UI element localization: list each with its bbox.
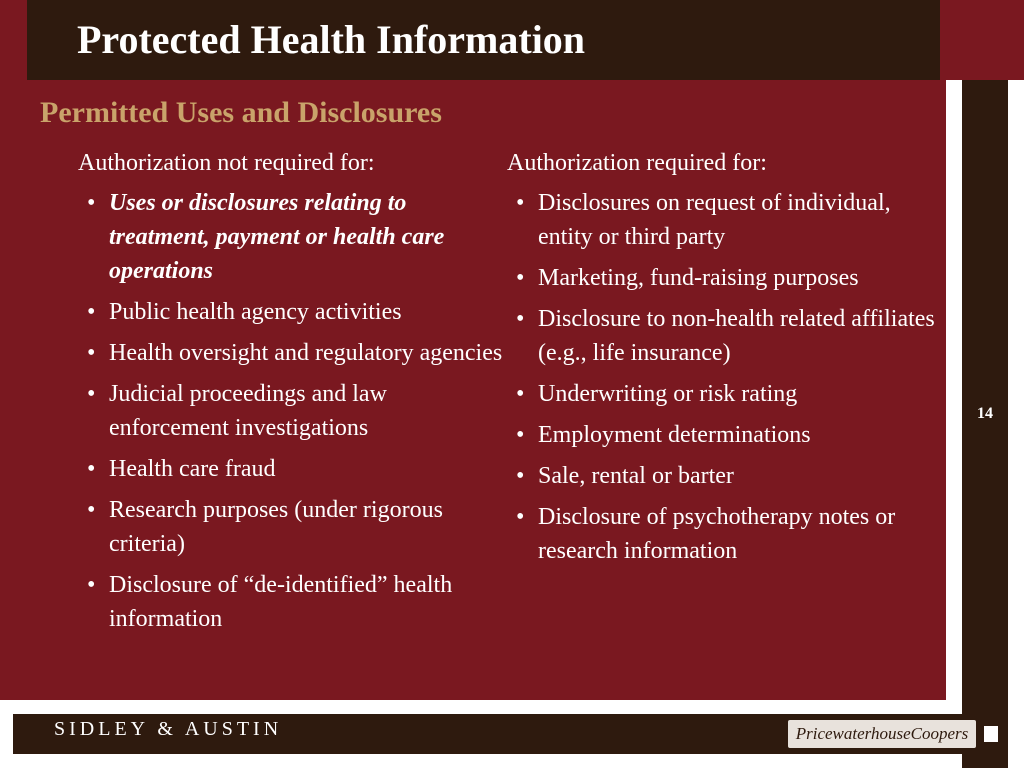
list-item bbox=[78, 295, 508, 329]
list-item-text: Disclosure of psychotherapy notes or research information bbox=[538, 504, 896, 564]
bullet-icon: • bbox=[87, 456, 96, 482]
list-item bbox=[507, 377, 937, 411]
list-item bbox=[78, 493, 508, 561]
bullet-icon: • bbox=[87, 572, 96, 598]
partner-mark-icon bbox=[984, 726, 998, 742]
list-item bbox=[507, 261, 937, 295]
bullet-icon: • bbox=[516, 504, 525, 530]
right-column-heading: Authorization required for: bbox=[507, 150, 767, 176]
list-item bbox=[78, 452, 508, 486]
bullet-icon: • bbox=[87, 340, 96, 366]
list-item-text: Disclosures on request of individual, entity or third party bbox=[538, 190, 891, 250]
slide-title: Protected Health Information bbox=[77, 17, 586, 62]
list-item-text: Public health agency activities bbox=[109, 299, 402, 325]
bullet-icon: • bbox=[516, 265, 525, 291]
list-item bbox=[78, 377, 508, 445]
list-item bbox=[507, 500, 937, 568]
list-item-text: Judicial proceedings and law enforcement investigations bbox=[109, 381, 387, 441]
bullet-icon: • bbox=[516, 463, 525, 489]
bullet-icon: • bbox=[87, 381, 96, 407]
left-column-heading: Authorization not required for: bbox=[78, 150, 375, 176]
bullet-icon: • bbox=[516, 306, 525, 332]
list-item-text: Research purposes (under rigorous criteria) bbox=[109, 497, 443, 557]
bullet-icon: • bbox=[87, 190, 96, 216]
list-item bbox=[507, 459, 937, 493]
left-column bbox=[78, 146, 508, 643]
list-item-text: Disclosure of “de-identified” health information bbox=[109, 572, 453, 632]
list-item-text: Health care fraud bbox=[109, 456, 276, 482]
right-border-white bbox=[946, 80, 962, 768]
right-border-dark bbox=[962, 80, 1008, 768]
list-item-text: Uses or disclosures relating to treatment, payment or health care operations bbox=[109, 190, 445, 284]
right-edge bbox=[1008, 80, 1024, 768]
list-item bbox=[78, 568, 508, 636]
list-item-text: Health oversight and regulatory agencies bbox=[109, 340, 503, 366]
list-item-text: Disclosure to non-health related affiliates (e.g., life insurance) bbox=[538, 306, 935, 366]
bullet-icon: • bbox=[516, 190, 525, 216]
bullet-icon: • bbox=[516, 422, 525, 448]
list-item bbox=[507, 418, 937, 452]
bullet-icon: • bbox=[87, 497, 96, 523]
right-column bbox=[507, 146, 937, 575]
list-item bbox=[78, 186, 508, 288]
list-item-text: Marketing, fund-raising purposes bbox=[538, 265, 859, 291]
list-item bbox=[507, 302, 937, 370]
list-item bbox=[507, 186, 937, 254]
page-number: 14 bbox=[977, 405, 993, 422]
bullet-icon: • bbox=[516, 381, 525, 407]
bullet-icon: • bbox=[87, 299, 96, 325]
title-bar bbox=[27, 0, 940, 80]
right-bullet-list bbox=[507, 186, 937, 568]
firm-logo: SIDLEY & AUSTIN bbox=[54, 718, 283, 740]
left-bullet-list bbox=[78, 186, 508, 636]
list-item-text: Sale, rental or barter bbox=[538, 463, 734, 489]
list-item-text: Employment determinations bbox=[538, 422, 811, 448]
list-item bbox=[78, 336, 508, 370]
slide-subtitle: Permitted Uses and Disclosures bbox=[40, 96, 442, 129]
partner-logo: PricewaterhouseCoopers bbox=[788, 720, 976, 748]
list-item-text: Underwriting or risk rating bbox=[538, 381, 798, 407]
